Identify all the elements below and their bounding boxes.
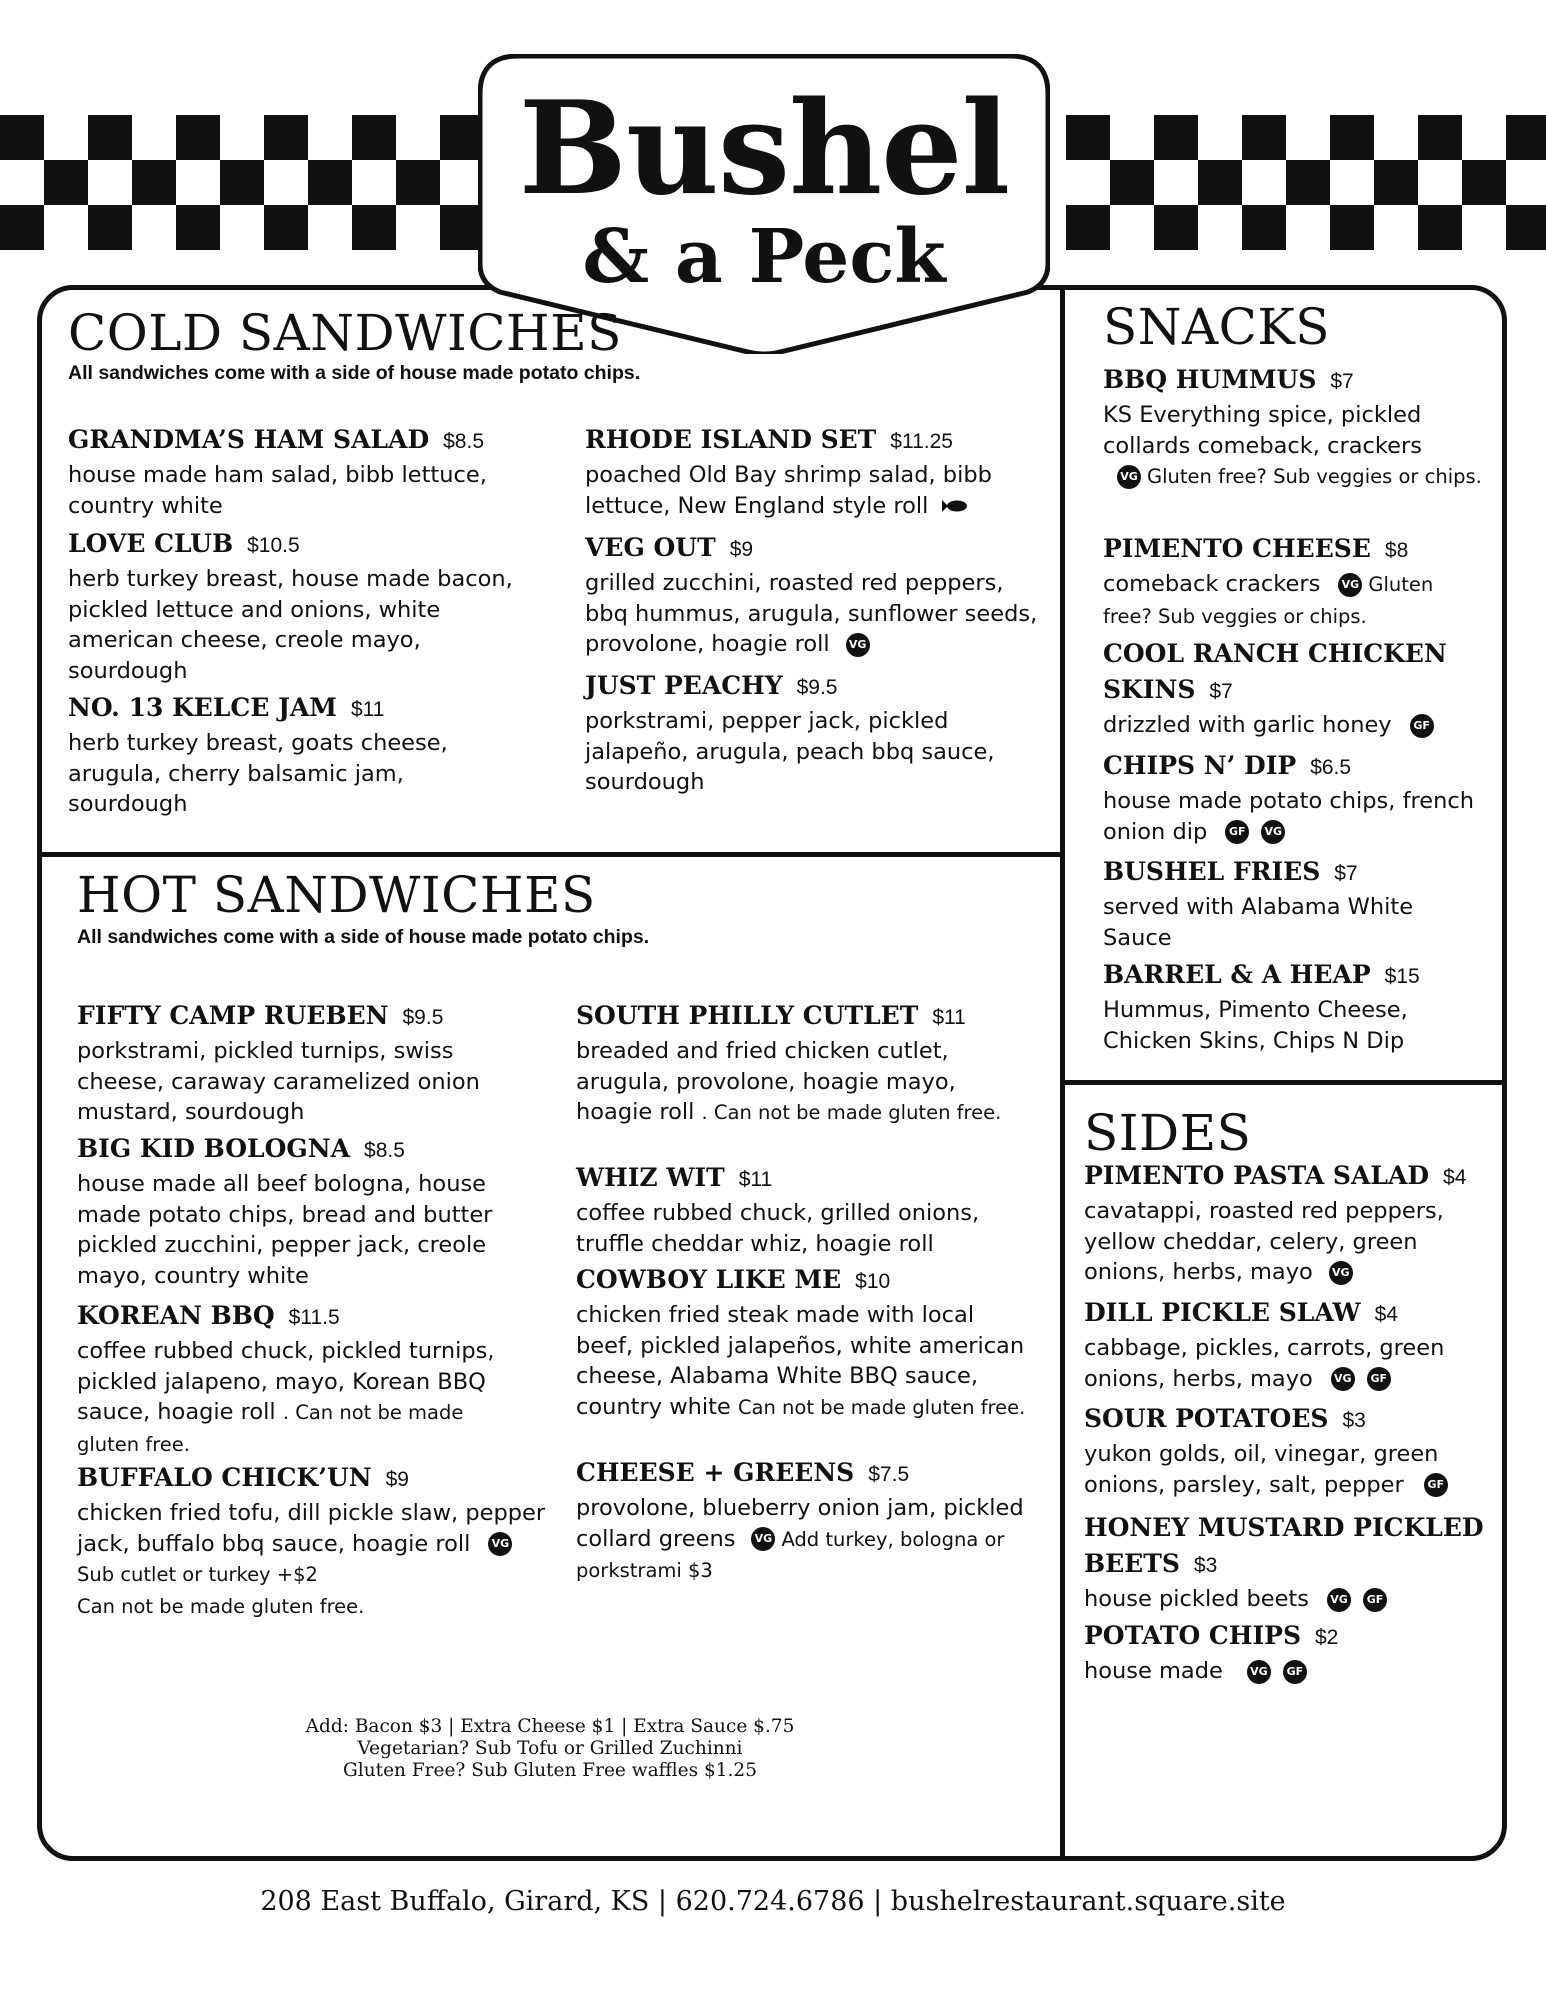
item-description: herb turkey breast, house made bacon, pickled lettuce and onions, white american cheese, creole mayo, sourdough: [68, 566, 513, 684]
menu-item: [77, 1460, 547, 1622]
vegetarian-badge-icon: VG: [1331, 1367, 1355, 1391]
item-price: $8.5: [364, 1139, 405, 1162]
item-description: cavatappi, roasted red peppers, yellow cheddar, celery, green onions, herbs, mayo: [1084, 1198, 1444, 1285]
menu-item: [68, 526, 538, 686]
item-name: BUFFALO CHICK’UN: [77, 1463, 372, 1492]
item-name: NO. 13 KELCE JAM: [68, 693, 337, 722]
gluten-free-badge-icon: GF: [1225, 820, 1249, 844]
item-name: CHIPS N’ DIP: [1103, 751, 1297, 780]
menu-item: [576, 998, 1026, 1129]
item-price: $7: [1209, 680, 1233, 703]
item-price: $3: [1342, 1409, 1366, 1432]
item-description: porkstrami, pickled turnips, swiss cheese, caraway caramelized onion mustard, sourdough: [77, 1038, 480, 1125]
gluten-free-badge-icon: GF: [1367, 1367, 1391, 1391]
item-name: SOUTH PHILLY CUTLET: [576, 1001, 919, 1030]
item-price: $3: [1193, 1554, 1218, 1577]
hot-sandwiches-title: HOT SANDWICHES: [77, 866, 596, 924]
item-description: comeback crackers: [1103, 571, 1321, 597]
item-description: yukon golds, oil, vinegar, green onions, parsley, salt, pepper: [1084, 1441, 1439, 1498]
menu-item: [68, 422, 548, 521]
item-price: $4: [1374, 1303, 1398, 1326]
item-description: herb turkey breast, goats cheese, arugula, cherry balsamic jam, sourdough: [68, 730, 448, 817]
item-description: grilled zucchini, roasted red peppers, bbq hummus, arugula, sunflower seeds, provolone, hoagie roll: [585, 570, 1038, 657]
add-ons-line: Vegetarian? Sub Tofu or Grilled Zuchinni: [357, 1738, 743, 1759]
column-divider: [1060, 285, 1065, 1861]
item-name: BIG KID BOLOGNA: [77, 1134, 351, 1163]
item-note: Gluten free? Sub veggies or chips.: [1103, 573, 1434, 628]
item-price: $8: [1384, 539, 1409, 562]
item-name: DILL PICKLE SLAW: [1084, 1298, 1361, 1327]
checkerboard-left: [0, 115, 480, 250]
item-description: KS Everything spice, pickled collards comeback, crackers: [1103, 402, 1422, 459]
item-name: BUSHEL FRIES: [1103, 857, 1321, 886]
item-price: $10.5: [247, 534, 300, 557]
item-description: house pickled beets: [1084, 1586, 1309, 1612]
item-name: SOUR POTATOES: [1084, 1404, 1329, 1433]
item-price: $7: [1330, 370, 1354, 393]
item-description: cabbage, pickles, carrots, green onions, herbs, mayo: [1084, 1335, 1445, 1392]
item-name: CHEESE + GREENS: [576, 1458, 855, 1487]
menu-item: [1084, 1158, 1484, 1288]
menu-item: [1103, 531, 1483, 632]
item-note: Can not be made gluten free.: [77, 1594, 365, 1618]
item-name: PIMENTO PASTA SALAD: [1084, 1161, 1430, 1190]
menu-item: [77, 1298, 527, 1460]
item-price: $9: [729, 538, 754, 561]
fish-icon: [942, 499, 968, 513]
menu-item: [1103, 636, 1463, 741]
item-note: Can not be made gluten free.: [737, 1395, 1026, 1419]
snacks-sides-divider: [1060, 1080, 1507, 1085]
brand-name: Bushel: [518, 74, 1010, 224]
item-name: VEG OUT: [585, 533, 716, 562]
item-description: breaded and fried chicken cutlet, arugula, provolone, hoagie mayo, hoagie roll: [576, 1038, 956, 1125]
item-name: BARREL & A HEAP: [1103, 960, 1371, 989]
gluten-free-badge-icon: GF: [1363, 1588, 1387, 1612]
item-description: provolone, blueberry onion jam, pickled collard greens: [576, 1495, 1024, 1552]
item-description: chicken fried tofu, dill pickle slaw, pepper jack, buffalo bbq sauce, hoagie roll: [77, 1500, 546, 1557]
item-price: $9.5: [402, 1006, 444, 1029]
item-note: . Can not be made gluten free.: [701, 1101, 1002, 1124]
menu-item: [1084, 1618, 1484, 1687]
add-ons-line: Gluten Free? Sub Gluten Free waffles $1.25: [343, 1760, 757, 1781]
snacks-title: SNACKS: [1103, 298, 1330, 356]
item-price: $15: [1384, 965, 1420, 988]
item-price: $9: [385, 1468, 409, 1491]
item-price: $10: [855, 1270, 891, 1293]
vegetarian-badge-icon: VG: [488, 1532, 512, 1556]
item-name: HONEY MUSTARD PICKLED BEETS: [1084, 1513, 1484, 1578]
menu-item: [576, 1262, 1026, 1423]
item-price: $2: [1315, 1626, 1339, 1649]
item-name: POTATO CHIPS: [1084, 1621, 1301, 1650]
item-price: $11: [738, 1168, 773, 1191]
item-price: $11.5: [288, 1306, 340, 1329]
item-description: Hummus, Pimento Cheese, Chicken Skins, Chips N Dip: [1103, 997, 1408, 1054]
item-name: BBQ HUMMUS: [1103, 365, 1317, 394]
item-name: FIFTY CAMP RUEBEN: [77, 1001, 389, 1030]
menu-item: [1084, 1401, 1484, 1500]
gluten-free-badge-icon: GF: [1424, 1473, 1448, 1497]
checkerboard-right: [1066, 115, 1546, 250]
item-description: house made ham salad, bibb lettuce, country white: [68, 462, 487, 519]
brand-subname: & a Peck: [582, 214, 946, 300]
gluten-free-badge-icon: GF: [1283, 1660, 1307, 1684]
item-price: $9.5: [796, 676, 838, 699]
item-name: LOVE CLUB: [68, 529, 234, 558]
menu-item: [68, 690, 508, 820]
cold-hot-divider: [37, 852, 1065, 857]
item-name: PIMENTO CHEESE: [1103, 534, 1371, 563]
vegetarian-badge-icon: VG: [1329, 1261, 1353, 1285]
add-ons-line: Add: Bacon $3 | Extra Cheese $1 | Extra Sauce $.75: [305, 1716, 795, 1737]
menu-item: [1084, 1510, 1484, 1615]
menu-item: [585, 422, 1040, 521]
item-description: house made potato chips, french onion dip: [1103, 788, 1474, 845]
item-description: house made: [1084, 1658, 1223, 1684]
item-name: GRANDMA’S HAM SALAD: [68, 425, 430, 454]
cold-sandwiches-note: All sandwiches come with a side of house made potato chips.: [68, 362, 641, 384]
item-price: $7: [1334, 862, 1358, 885]
item-note: . Can not be made gluten free.: [77, 1401, 464, 1456]
menu-item: [1084, 1295, 1484, 1394]
footer-contact: 208 East Buffalo, Girard, KS | 620.724.6786 | bushelrestaurant.square.site: [260, 1886, 1286, 1917]
item-name: KOREAN BBQ: [77, 1301, 275, 1330]
item-name: WHIZ WIT: [576, 1163, 725, 1192]
item-price: $6.5: [1310, 756, 1352, 779]
item-description: coffee rubbed chuck, pickled turnips, pickled jalapeno, mayo, Korean BBQ sauce, hoagie roll: [77, 1338, 495, 1425]
item-note: Add turkey, bologna or porkstrami $3: [576, 1527, 1005, 1582]
item-name: JUST PEACHY: [585, 671, 783, 700]
item-price: $7.5: [868, 1463, 910, 1486]
vegetarian-badge-icon: VG: [846, 633, 870, 657]
vegetarian-badge-icon: VG: [1327, 1588, 1351, 1612]
vegetarian-badge-icon: VG: [1338, 573, 1362, 597]
item-price: $11: [932, 1006, 966, 1029]
sides-title: SIDES: [1084, 1104, 1252, 1162]
gluten-free-badge-icon: GF: [1410, 714, 1434, 738]
vegetarian-badge-icon: VG: [751, 1527, 775, 1551]
vegetarian-badge-icon: VG: [1117, 465, 1141, 489]
item-name: COWBOY LIKE ME: [576, 1265, 842, 1294]
menu-item: [585, 530, 1040, 660]
add-ons-note: [200, 1716, 900, 1782]
hot-sandwiches-note: All sandwiches come with a side of house made potato chips.: [77, 926, 650, 948]
menu-item: [576, 1455, 1036, 1587]
item-description: coffee rubbed chuck, grilled onions, truffle cheddar whiz, hoagie roll: [576, 1200, 980, 1257]
cold-sandwiches-title: COLD SANDWICHES: [68, 304, 622, 362]
item-price: $8.5: [443, 430, 484, 453]
menu-item: [1103, 748, 1483, 847]
item-name: RHODE ISLAND SET: [585, 425, 877, 454]
item-description: chicken fried steak made with local beef, pickled jalapeños, white american cheese, Alabama White BBQ sauce, country white: [576, 1302, 1025, 1420]
menu-item: [1103, 957, 1483, 1056]
item-description: served with Alabama White Sauce: [1103, 894, 1414, 951]
item-price: $11: [350, 698, 385, 721]
item-note: Sub cutlet or turkey +$2: [77, 1563, 318, 1586]
menu-item: [576, 1160, 1026, 1259]
vegetarian-badge-icon: VG: [1261, 820, 1285, 844]
menu-item: [77, 998, 517, 1128]
item-description: house made all beef bologna, house made potato chips, bread and butter pickled zucchini, pepper jack, creole mayo, country white: [77, 1171, 493, 1289]
item-description: drizzled with garlic honey: [1103, 712, 1392, 738]
menu-item: [1103, 854, 1483, 953]
menu-item: [585, 668, 1035, 798]
item-description: poached Old Bay shrimp salad, bibb lettuce, New England style roll: [585, 462, 992, 519]
item-description: porkstrami, pepper jack, pickled jalapeño, arugula, peach bbq sauce, sourdough: [585, 708, 995, 795]
menu-item: [77, 1131, 527, 1291]
item-price: $11.25: [890, 430, 953, 453]
item-price: $4: [1443, 1166, 1467, 1189]
item-note: Gluten free? Sub veggies or chips.: [1147, 465, 1482, 488]
menu-item: [1103, 362, 1483, 493]
vegetarian-badge-icon: VG: [1247, 1660, 1271, 1684]
item-name: COOL RANCH CHICKEN SKINS: [1103, 639, 1447, 704]
